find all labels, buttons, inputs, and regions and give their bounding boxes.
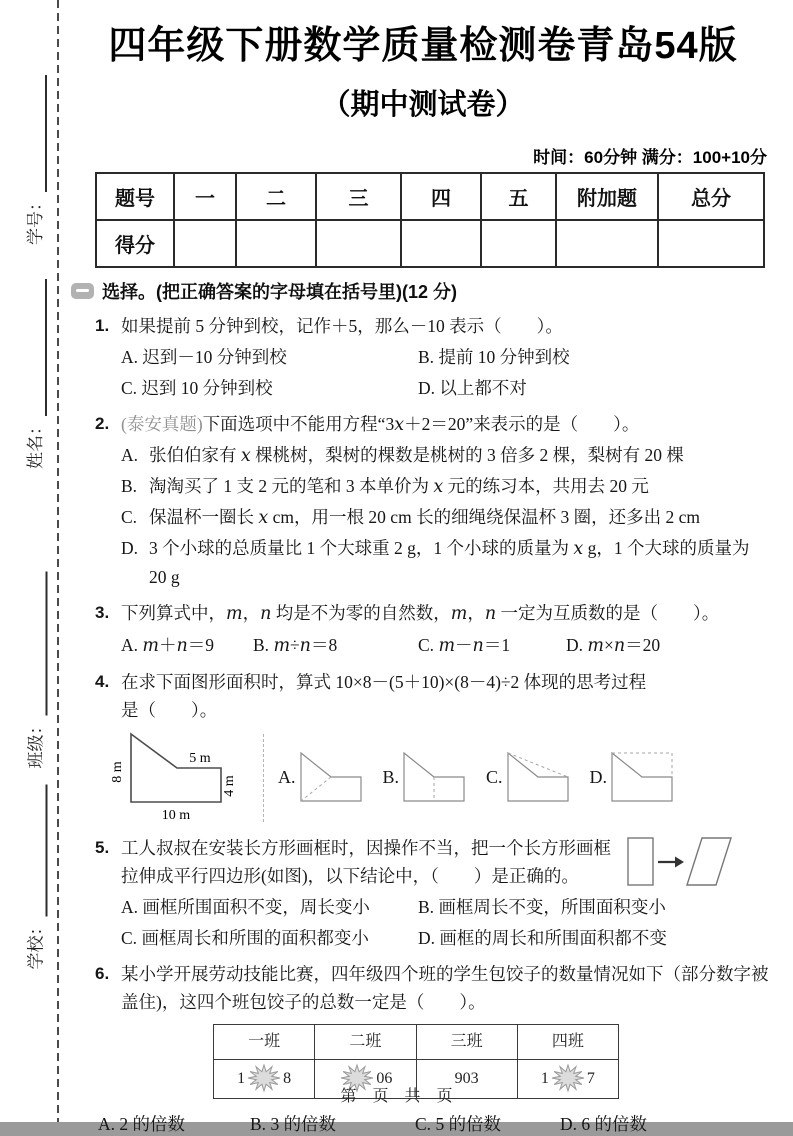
option-a: A. 张伯伯家有 x 棵桃树，梨树的棵数是桃树的 3 倍多 2 棵，梨树有 20 棵: [121, 444, 684, 466]
section-title: 选择。(把正确答案的字母填在括号里)(12 分): [102, 281, 457, 302]
score-empty-cell: [236, 220, 316, 267]
figure-dashed-divider: [263, 734, 264, 822]
question-1: [75, 312, 771, 402]
svg-text:10 m: 10 m: [161, 807, 191, 823]
q5-options-row-2: [121, 924, 771, 952]
option-c: C. 5 的倍数: [415, 1113, 502, 1134]
name-label: 姓名：: [26, 418, 45, 469]
option-d: D. 画框的周长和所围面积都不变: [418, 927, 667, 948]
student-id-blank: [29, 75, 47, 192]
class-2-count-cell: 06: [315, 1059, 416, 1098]
q1-options-row-2: [121, 374, 771, 402]
page-footer: 第 页 共 页: [340, 1088, 453, 1105]
q4-option-figure-c: [506, 751, 572, 805]
class-blank: [30, 572, 48, 716]
q5-figure: [625, 836, 771, 888]
q4-option-d: D.: [590, 751, 677, 805]
class-1-count-cell: 1 8: [214, 1059, 315, 1098]
q4-option-b: B.: [383, 751, 469, 805]
score-empty-cell: [174, 220, 236, 267]
question-number: 6.: [95, 963, 110, 983]
class-label: 班级：: [26, 717, 46, 769]
question-text: 某小学开展劳动技能比赛，四年级四个班的学生包饺子的数量情况如下（部分数字被盖住)，这四个班包饺子的总数一定是（ ）。: [121, 963, 769, 1012]
exam-subtitle: （期中测试卷）: [321, 88, 525, 121]
svg-text:5 m: 5 m: [189, 750, 211, 766]
student-id-label: 学号：: [26, 194, 45, 245]
class-1-header: 一班: [214, 1024, 315, 1059]
score-header-cell: 三: [316, 173, 401, 220]
q5-rectangle-figure: [625, 836, 657, 888]
sidebar-field-school: [26, 785, 48, 970]
score-table-score-row: [96, 220, 764, 267]
option-b: B. 提前 10 分钟到校: [418, 346, 570, 367]
option-b: B. 3 的倍数: [250, 1113, 337, 1134]
score-header-cell: 二: [236, 173, 316, 220]
score-header-cell: 四: [401, 173, 481, 220]
score-header-cell: 题号: [96, 173, 174, 220]
q4-option-c: C.: [486, 751, 572, 805]
class-4-count-cell: 1 7: [517, 1059, 618, 1098]
sidebar-field-class: [26, 572, 48, 769]
question-2: [75, 410, 771, 591]
sidebar-dashed-divider: [57, 0, 59, 1122]
option-b: B. 淘淘买了 1 支 2 元的笔和 3 本单价为 x 元的练习本，共用去 20 元: [121, 475, 649, 497]
arrow-right-icon: [657, 855, 685, 869]
section-one-header: [71, 278, 771, 304]
score-empty-cell: [481, 220, 556, 267]
score-header-cell: 附加题: [556, 173, 658, 220]
dumpling-table-header-row: [214, 1024, 619, 1059]
q4-option-figure-b: [402, 751, 468, 805]
sidebar-field-student-id: [25, 75, 47, 245]
option-c: C. 画框周长和所围的面积都变小: [121, 927, 369, 948]
question-number: 4.: [95, 671, 110, 691]
question-6: [75, 960, 771, 1099]
question-number: 5.: [95, 837, 110, 857]
q1-options-row-1: [121, 343, 771, 371]
option-b: B. 画框周长不变，所围面积变小: [418, 896, 666, 917]
svg-text:8 m: 8 m: [110, 760, 125, 783]
exam-title: 四年级下册数学质量检测卷青岛54版: [108, 25, 738, 67]
q4-option-figure-d: [610, 751, 676, 805]
score-header-cell: 总分: [658, 173, 764, 220]
q5-parallelogram-figure: [685, 836, 733, 888]
option-d: D. m×n＝20: [566, 634, 661, 656]
question-number: 2.: [95, 413, 110, 433]
q4-option-figure-a: [299, 751, 365, 805]
score-header-cell: 五: [481, 173, 556, 220]
sidebar-field-name: [25, 279, 47, 469]
question-4: [75, 668, 771, 826]
q6-options-row: [98, 1111, 771, 1136]
option-a: A. 迟到－10 分钟到校: [121, 346, 287, 367]
time-and-score-info: 时间：60分钟 满分：100+10分: [533, 147, 767, 167]
q5-options-row-1: [121, 893, 771, 921]
q4-figures-row: [103, 730, 771, 826]
class-3-header: 三班: [416, 1024, 517, 1059]
school-blank: [30, 785, 48, 917]
q4-option-a: A.: [278, 751, 365, 805]
question-text-wrap: [121, 834, 771, 890]
q4-main-figure: [103, 730, 253, 826]
source-tag: (泰安真题): [121, 413, 203, 434]
class-3-count-cell: 903: [416, 1059, 517, 1098]
option-d: D. 3 个小球的总质量比 1 个大球重 2 g，1 个小球的质量为 x g，1 个大球的质量为 20 g: [121, 537, 750, 587]
option-a: A. 画框所围面积不变，周长变小: [121, 896, 370, 917]
option-c: C. m－n＝1: [418, 634, 511, 656]
question-number: 1.: [95, 315, 110, 335]
option-a: A. m＋n＝9: [121, 634, 215, 656]
question-3: [75, 599, 771, 660]
school-label: 学校：: [26, 918, 46, 970]
section-one-badge-icon: [71, 283, 94, 299]
class-2-header: 二班: [315, 1024, 416, 1059]
question-5: [75, 834, 771, 952]
name-blank: [29, 279, 47, 416]
option-d: D. 6 的倍数: [560, 1113, 648, 1134]
option-d: D. 以上都不对: [418, 377, 527, 398]
score-empty-cell: [401, 220, 481, 267]
question-text: 下列算式中，m，n 均是不为零的自然数，m，n 一定为互质数的是（ ）。: [121, 602, 720, 624]
option-c: C. 迟到 10 分钟到校: [121, 377, 273, 398]
question-text: 在求下面图形面积时，算式 10×8－(5＋10)×(8－4)÷2 体现的思考过程: [121, 671, 647, 692]
score-empty-cell: [316, 220, 401, 267]
score-table: [95, 172, 765, 268]
score-header-cell: 一: [174, 173, 236, 220]
option-b: B. m÷n＝8: [253, 634, 338, 656]
question-number: 3.: [95, 602, 110, 622]
q3-options-row: [121, 631, 771, 660]
question-text: 如果提前 5 分钟到校，记作＋5，那么－10 表示（ ）。: [121, 315, 563, 336]
question-text: (泰安真题)下面选项中不能用方程“3x＋2＝20”来表示的是（ ）。: [121, 413, 640, 435]
question-text-line-2: 是（ ）。: [121, 699, 218, 720]
option-a: A. 2 的倍数: [98, 1113, 186, 1134]
score-empty-cell: [658, 220, 764, 267]
svg-text:4 m: 4 m: [222, 774, 237, 797]
score-empty-cell: [556, 220, 658, 267]
class-4-header: 四班: [517, 1024, 618, 1059]
option-c: C. 保温杯一圈长 x cm，用一根 20 cm 长的细绳绕保温杯 3 圈，还多出 2 cm: [121, 506, 700, 528]
question-text: 工人叔叔在安装长方形画框时，因操作不当，把一个长方形画框拉伸成平行四边形(如图)，以下结论中，（ ）是正确的。: [121, 837, 611, 886]
score-table-header-row: [96, 173, 764, 220]
score-row-label: 得分: [96, 220, 174, 267]
